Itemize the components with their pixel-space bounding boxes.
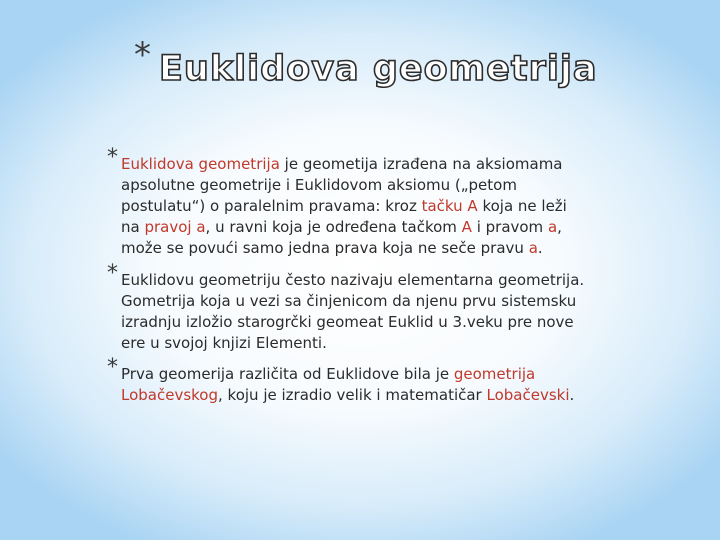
bullet-item-2 bbox=[107, 261, 585, 354]
text-segment: Gometrija koja u vezi sa činjenicom da njenu prvu sistemsku bbox=[121, 292, 577, 310]
bullet-text-line bbox=[107, 333, 584, 354]
bullet-text-line bbox=[107, 175, 567, 196]
bullet-3-lines bbox=[107, 364, 574, 406]
text-segment: i pravom bbox=[471, 218, 548, 236]
bullet-text-line bbox=[107, 196, 567, 217]
text-segment: . bbox=[569, 386, 575, 404]
highlighted-term: pravoj a bbox=[144, 218, 206, 236]
highlighted-term: a bbox=[528, 239, 538, 257]
text-segment: , bbox=[557, 218, 562, 236]
text-segment: ere u svojoj knjizi Elementi. bbox=[121, 334, 327, 352]
text-segment: može se povući samo jedna prava koja ne seče pravu bbox=[121, 239, 529, 257]
highlighted-term: A bbox=[461, 218, 472, 236]
text-segment: Prva geomerija različita od Euklidove bila je bbox=[121, 365, 454, 383]
highlighted-term: tačku A bbox=[421, 197, 478, 215]
text-segment: postulatu“) o paralelnim pravama: kroz bbox=[121, 197, 422, 215]
bullet-1-lines bbox=[107, 154, 567, 259]
text-segment: apsolutne geometrije i Euklidovom aksiomu („petom bbox=[121, 176, 517, 194]
highlighted-term: Lobačevski bbox=[486, 386, 570, 404]
bullet-text-line bbox=[107, 154, 567, 175]
bullet-text-line bbox=[107, 238, 567, 259]
highlighted-term: Euklidova geometrija bbox=[121, 155, 280, 173]
text-segment: , u ravni koja je određena tačkom bbox=[205, 218, 462, 236]
bullet-text-line bbox=[107, 217, 567, 238]
text-segment: koja ne leži bbox=[477, 197, 567, 215]
bullet-text-line bbox=[107, 291, 584, 312]
highlighted-term: a bbox=[547, 218, 558, 236]
bullet-text-line bbox=[107, 364, 574, 385]
bullet-asterisk-icon: * bbox=[107, 145, 118, 170]
text-segment: Euklidovu geometriju često nazivaju elementarna geometrija. bbox=[121, 271, 585, 289]
bullet-text-line bbox=[107, 312, 584, 333]
bullet-text-line bbox=[107, 385, 574, 406]
bullet-item-1 bbox=[107, 145, 567, 259]
text-segment: na bbox=[121, 218, 145, 236]
bullet-2-lines bbox=[107, 270, 584, 354]
highlighted-term: geometrija bbox=[453, 365, 536, 383]
bullet-text-line bbox=[107, 270, 584, 291]
bullet-asterisk-icon: * bbox=[107, 355, 118, 380]
bullet-item-3 bbox=[107, 355, 575, 406]
title-asterisk-icon: * bbox=[134, 35, 151, 75]
text-segment: izradnju izložio starogrčki geomeat Euklid u 3.veku pre nove bbox=[121, 313, 574, 331]
text-segment: . bbox=[537, 239, 543, 257]
slide-title: Euklidova geometrija bbox=[159, 49, 598, 89]
bullet-asterisk-icon: * bbox=[107, 261, 118, 286]
text-segment: je geometija izrađena na aksiomama bbox=[279, 155, 563, 173]
text-segment: , koju je izradio velik i matematičar bbox=[218, 386, 487, 404]
highlighted-term: Lobačevskog bbox=[121, 386, 219, 404]
